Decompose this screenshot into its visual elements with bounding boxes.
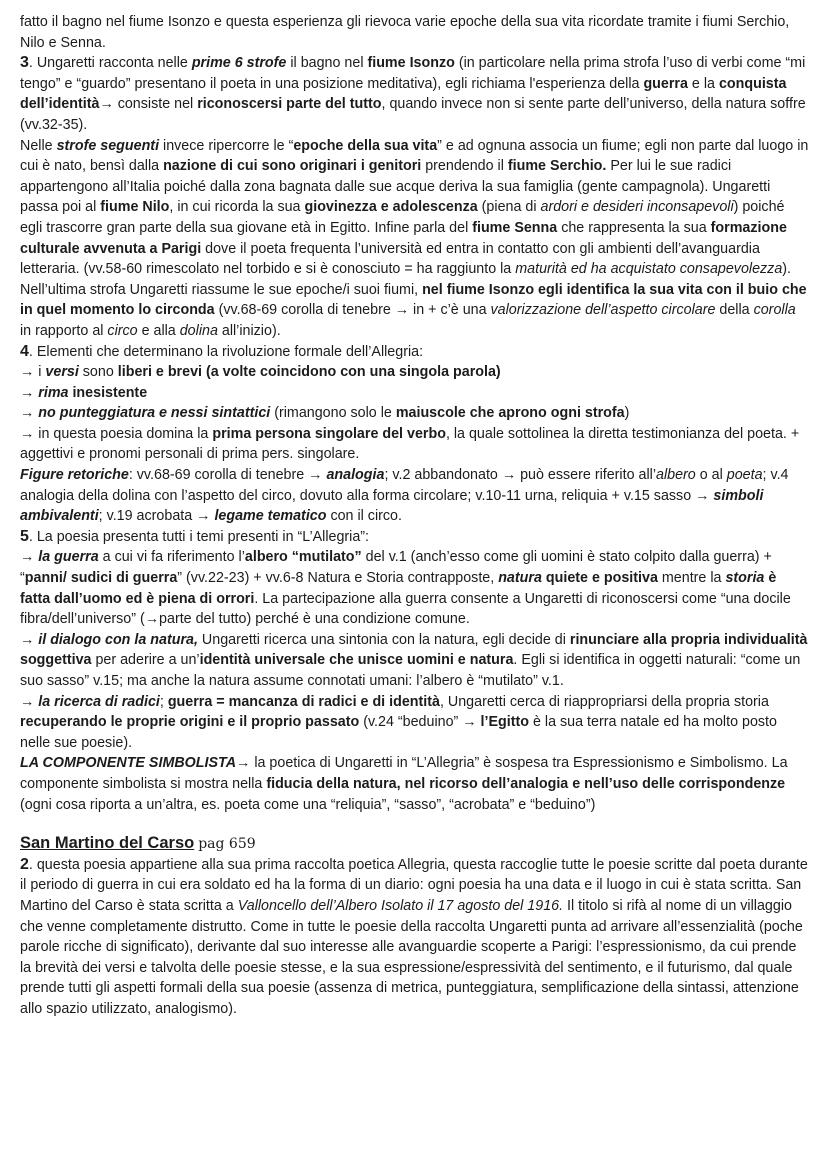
- text-segment: (in particolare nella prima strofa l’uso di verbi come “mi tengo” e “guardo” presentano il poeta in una posizione meditativa), egli richiama l'esperienza della: [20, 55, 806, 92]
- notes-body: [20, 12, 810, 815]
- text-segment: natura: [498, 570, 542, 587]
- text-segment: o al: [695, 467, 727, 484]
- text-segment: e la: [687, 75, 719, 92]
- text-segment: . questa poesia appartiene alla sua prima raccolta poetica Allegria, questa raccoglie tutte le poesie scritte dal poeta durante il periodo di guerra in cui era soldato ed ha la forma di un diario: ogni poesia ha una data e il luogo in cui è stata scritta. San Martino del Carso è stata scritta a: [20, 856, 808, 914]
- paragraph: [20, 630, 810, 692]
- text-segment: a cui vi fa riferimento l’: [98, 549, 245, 566]
- text-segment: il bagno nel: [286, 55, 368, 72]
- text-segment: (ogni cosa riporta a un’altra, es. poeta come una “reliquia”, “sasso”, “acrobata” e “beduino”): [20, 796, 596, 813]
- paragraph: [20, 383, 810, 404]
- text-segment: Per lui le sue radici appartengono all’Italia poiché dalla zona bagnata dalle sue acque deriva la sua famiglia (gente campagnola). Ungaretti passa poi al: [20, 158, 771, 216]
- paragraph: [20, 855, 810, 1020]
- text-segment: prendendo il: [421, 158, 508, 175]
- text-segment: no punteggiatura e nessi sintattici: [38, 405, 271, 422]
- text-segment: la ricerca di radici: [38, 693, 160, 710]
- text-segment: del v.1 (anch’esso come gli uomini è stato colpito dalla guerra) + “: [20, 549, 772, 587]
- text-segment: ; v.2 abbandonato → può essere riferito all’: [384, 467, 656, 484]
- text-segment: →: [20, 405, 39, 422]
- section-title[interactable]: San Martino del Carso: [20, 834, 195, 853]
- paragraph: [20, 12, 810, 53]
- text-segment: sono: [78, 364, 118, 381]
- paragraph: [20, 692, 810, 754]
- section-number: 2: [20, 855, 29, 873]
- paragraph: [20, 53, 810, 135]
- text-segment: recuperando le proprie origini e il proprio passato: [20, 714, 360, 731]
- text-segment: nel fiume Isonzo egli identifica la sua vita con il buio che in quel momento lo circonda: [20, 281, 807, 319]
- text-segment: Figure retoriche: [20, 467, 129, 484]
- text-segment: inesistente: [68, 384, 148, 401]
- text-segment: quiete e positiva: [541, 570, 658, 587]
- text-segment: , Ungaretti cerca di riappropriarsi della propria storia: [439, 693, 769, 710]
- text-segment: in rapporto al: [20, 322, 108, 339]
- text-segment: ): [624, 405, 630, 422]
- document-page: [20, 12, 810, 1020]
- text-segment: l’Egitto: [480, 714, 529, 731]
- text-segment: ) poiché egli trascorre gran parte della sua giovane età in Egitto. Infine parla del: [20, 199, 785, 236]
- text-segment: identità universale che unisce uomini e natura: [199, 652, 514, 669]
- text-segment: fiducia della natura, nel ricorso dell’analogia e nell’uso delle corrispondenze: [266, 775, 786, 792]
- text-segment: LA COMPONENTE SIMBOLISTA: [20, 755, 237, 772]
- text-segment: rima: [38, 384, 69, 401]
- text-segment: (v.24 “beduino” →: [359, 714, 481, 731]
- text-segment: ” e ad ognuna associa un fiume; egli non parte dal luogo in cui è nato, bensì dalla: [20, 137, 809, 175]
- text-segment: . Egli si identifica in oggetti naturali: “come un suo sasso” v.15; ma anche la natura assume connotati umani: l’albero è “mutilato” v.1.: [20, 652, 801, 689]
- text-segment: →: [20, 384, 39, 401]
- paragraph: [20, 136, 810, 342]
- paragraph: [20, 424, 810, 465]
- text-segment: formazione culturale avvenuta a Parigi: [20, 219, 787, 257]
- text-segment: maturità ed ha acquistato consapevolezza: [515, 261, 783, 278]
- text-segment: : vv.68-69 corolla di tenebre →: [128, 467, 327, 484]
- section-number: 5: [20, 527, 29, 545]
- text-segment: giovinezza e adolescenza: [304, 199, 478, 216]
- text-segment: panni/ sudici di guerra: [24, 570, 178, 587]
- text-segment: invece ripercorre le “: [159, 137, 294, 154]
- text-segment: Il titolo si rifà al nome di un villaggio che venne completamente distrutto. Come in tutte le poesie della raccolta Ungaretti punta ad arrivare all’essenzialità (poche parole ricche di significato), derivante dal suo interesse alle avanguardie scoperte a Parigi: l’espressionismo, da cui prende la brevità dei versi e talvolta delle poesie stesse, e la sua espressione/espressività del sentimento, e il futurismo, dal quale prende tutti gli aspetti formali della sua poesie (assenza di metrica, punteggiatura, semplificazione della sintassi, attenzione allo spazio utilizzato, analogismo).: [20, 897, 803, 1017]
- text-segment: della: [715, 302, 754, 319]
- paragraph: [20, 753, 810, 815]
- text-segment: con il circo.: [326, 508, 402, 525]
- text-segment: . La partecipazione alla guerra consente a Ungaretti di riconoscersi come “una docile fibra/dell’universo” (→parte del tutto) perché è una condizione comune.: [20, 590, 791, 628]
- text-segment: la guerra: [38, 549, 99, 566]
- paragraph: [20, 403, 810, 424]
- text-segment: valorizzazione dell’aspetto circolare: [490, 302, 716, 319]
- text-segment: corolla: [753, 302, 796, 319]
- text-segment: è la sua terra natale ed ha molto posto nelle sue poesie).: [20, 714, 777, 751]
- text-segment: liberi e brevi (a volte coincidono con una singola parola): [117, 364, 501, 381]
- paragraph: [20, 362, 810, 383]
- text-segment: rinunciare alla propria individualità soggettiva: [20, 631, 808, 669]
- text-segment: (rimangono solo le: [270, 405, 396, 422]
- text-segment: Valloncello dell’Albero Isolato il 17 agosto del 1916.: [237, 897, 564, 914]
- text-segment: ;: [159, 693, 168, 710]
- text-segment: simboli ambivalenti: [20, 487, 764, 525]
- text-segment: fatto il bagno nel fiume Isonzo e questa esperienza gli rievoca varie epoche della sua vita ricordate tramite i fiumi Serchio, Nilo e Senna.: [20, 14, 790, 51]
- text-segment: . Elementi che determinano la rivoluzione formale dell’Allegria:: [28, 343, 424, 360]
- text-segment: albero “mutilato”: [244, 549, 362, 566]
- text-segment: guerra: [643, 75, 688, 92]
- text-segment: Nelle: [20, 137, 57, 154]
- text-segment: e alla: [137, 322, 180, 339]
- text-segment: guerra = mancanza di radici e di identità: [167, 693, 440, 710]
- text-segment: →: [20, 693, 39, 710]
- section-body: [20, 855, 810, 1020]
- text-segment: , in cui ricorda la sua: [169, 199, 305, 216]
- text-segment: nazione di cui sono originari i genitori: [163, 158, 422, 175]
- text-segment: all’inizio).: [217, 322, 281, 339]
- text-segment: ; v.19 acrobata →: [98, 508, 215, 525]
- text-segment: legame tematico: [214, 508, 327, 525]
- section-number: 4: [20, 342, 29, 360]
- text-segment: versi: [45, 364, 79, 381]
- text-segment: mentre la: [657, 570, 726, 587]
- page-reference: pag 659: [198, 836, 256, 853]
- text-segment: fiume Serchio.: [507, 158, 607, 175]
- section-number: 3: [20, 54, 29, 72]
- text-segment: circo: [107, 322, 138, 339]
- paragraph: [20, 527, 810, 548]
- text-segment: il dialogo con la natura,: [38, 631, 198, 648]
- text-segment: ). Nell’ultima strofa Ungaretti riassume le sue epoche/i suoi fiumi,: [20, 261, 792, 298]
- text-segment: dove il poeta frequenta l’università ed entra in contatto con gli ambienti dell’avanguardia letteraria. (vv.58-60 rimescolato nel torbido e si è conosciuto = ha raggiunto la: [20, 240, 760, 278]
- text-segment: fiume Senna: [472, 219, 558, 236]
- text-segment: strofe seguenti: [56, 137, 160, 154]
- text-segment: è fatta dall’uomo ed è piena di orrori: [20, 570, 777, 607]
- text-segment: . La poesia presenta tutti i temi presenti in “L’Allegria”:: [28, 528, 370, 545]
- section-gap: [20, 815, 810, 833]
- text-segment: , la quale sottolinea la diretta testimonianza del poeta. + aggettivi e pronomi personali di prima pers. singolare.: [20, 425, 800, 463]
- text-segment: prima persona singolare del verbo: [212, 425, 446, 442]
- section-heading: [20, 833, 810, 855]
- text-segment: → in questa poesia domina la: [20, 425, 213, 442]
- text-segment: epoche della sua vita: [293, 137, 438, 154]
- paragraph: [20, 342, 810, 363]
- text-segment: → i: [20, 364, 46, 381]
- text-segment: →: [20, 631, 39, 648]
- text-segment: poeta: [726, 467, 763, 484]
- text-segment: fiume Isonzo: [367, 55, 455, 72]
- text-segment: , quando invece non si sente parte dell’universo, della natura soffre (vv.32-35).: [20, 96, 806, 133]
- text-segment: . Ungaretti racconta nelle: [28, 55, 192, 72]
- text-segment: (vv.68-69 corolla di tenebre → in + c’è una: [214, 302, 491, 319]
- text-segment: prime 6 strofe: [191, 55, 287, 72]
- text-segment: Ungaretti ricerca una sintonia con la natura, egli decide di: [197, 631, 570, 648]
- text-segment: → consiste nel: [99, 96, 198, 113]
- text-segment: storia: [725, 570, 765, 587]
- text-segment: ” (vv.22-23) + vv.6-8 Natura e Storia contrapposte,: [177, 570, 499, 587]
- text-segment: albero: [656, 467, 696, 484]
- text-segment: → la poetica di Ungaretti in “L’Allegria” è sospesa tra Espressionismo e Simbolismo. La componente simbolista si mostra nella: [20, 755, 788, 792]
- text-segment: analogia: [326, 467, 385, 484]
- text-segment: conquista dell’identità: [20, 75, 787, 113]
- text-segment: riconoscersi parte del tutto: [197, 96, 382, 113]
- text-segment: (piena di: [477, 199, 541, 216]
- text-segment: maiuscole che aprono ogni strofa: [395, 405, 625, 422]
- text-segment: per aderire a un’: [91, 652, 200, 669]
- text-segment: che rappresenta la sua: [557, 219, 711, 236]
- paragraph: [20, 465, 810, 527]
- text-segment: dolina: [179, 322, 218, 339]
- text-segment: fiume Nilo: [100, 199, 170, 216]
- paragraph: [20, 547, 810, 629]
- text-segment: ; v.4 analogia della dolina con l’aspetto del circo, dovuto alla forma circolare; v.10-11 urna, reliquia + v.15 sasso →: [20, 467, 789, 504]
- text-segment: →: [20, 549, 39, 566]
- text-segment: ardori e desideri inconsapevoli: [540, 199, 734, 216]
